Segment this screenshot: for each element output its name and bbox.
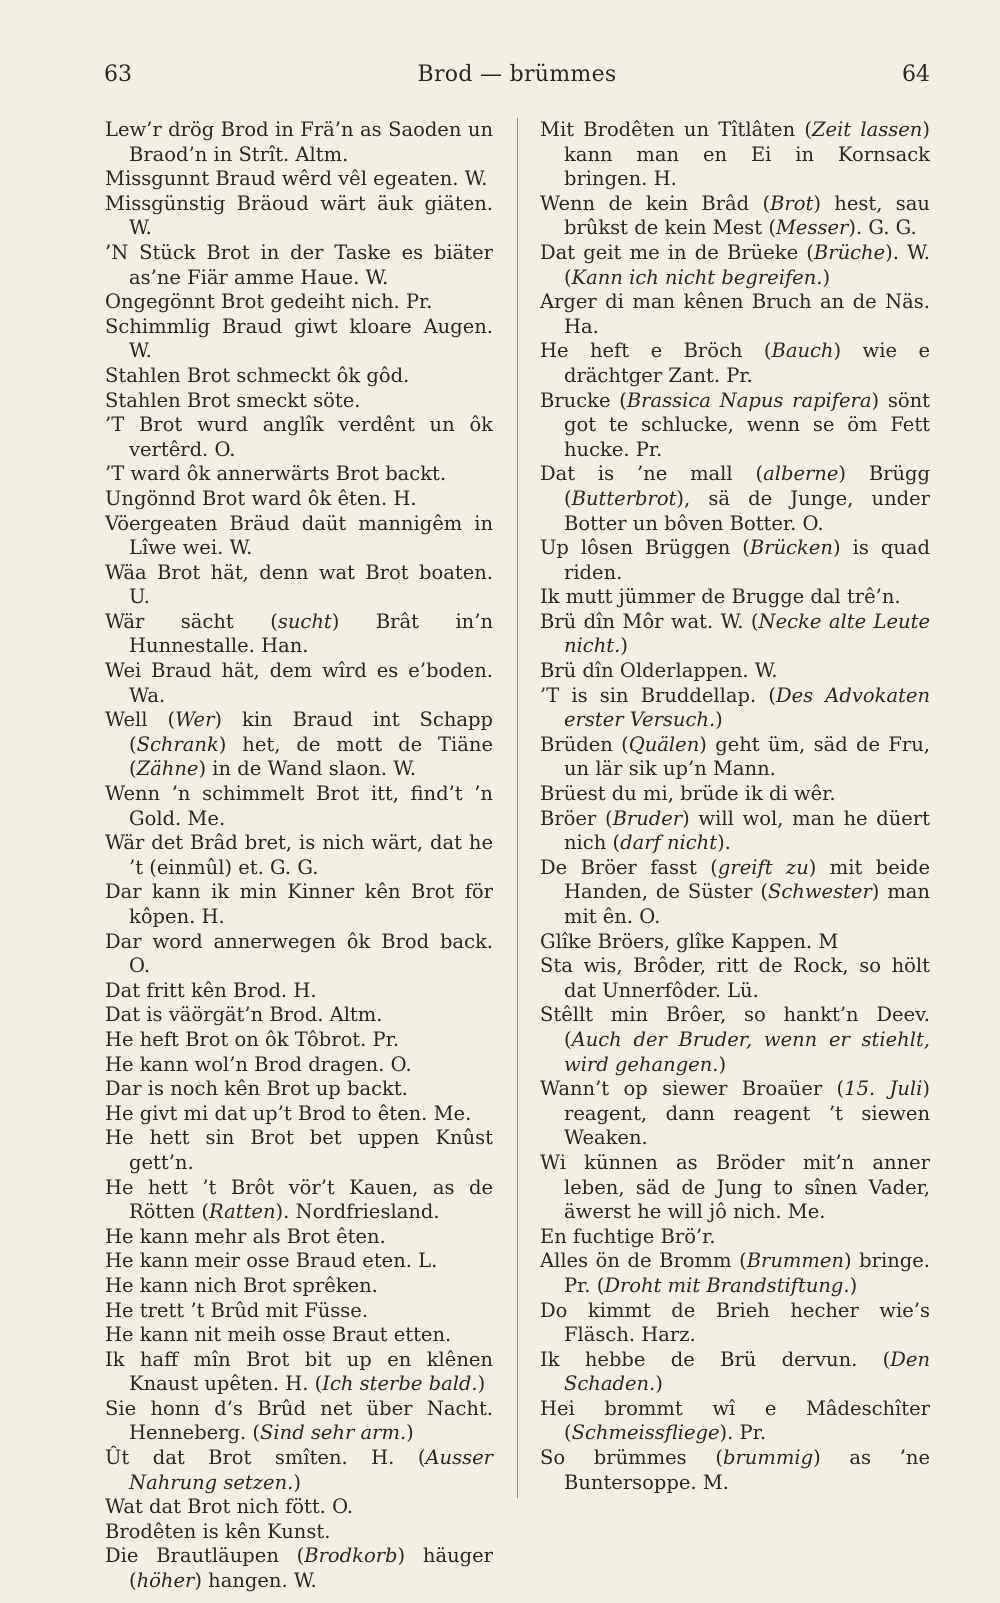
- proverb-entry: Brüden (Quälen) geht üm, säd de Fru, un lär sik up’n Mann.: [540, 732, 930, 781]
- proverb-entry: Well (Wer) kin Braud int Schapp (Schrank) het, de mott de Tiäne (Zähne) in de Wand slaon. W.: [105, 708, 493, 781]
- proverb-entry: He kann mehr als Brot êten.: [105, 1224, 386, 1248]
- proverb-entry: He kann meir osse Braud eten. L.: [105, 1249, 438, 1273]
- page-number-right: 64: [902, 62, 930, 87]
- page-number-left: 63: [104, 62, 132, 87]
- proverb-entry: Up lôsen Brüggen (Brücken) is quad riden.: [540, 536, 930, 584]
- proverb-entry: Dar word annerwegen ôk Brod back. O.: [105, 929, 493, 978]
- proverb-entry: Wann’t op siewer Broaüer (15. Juli) reagent, dann reagent ’t siewen Weaken.: [540, 1077, 930, 1150]
- proverb-entry: ’N Stück Brot in der Taske es biäter as’ne Fiär amme Haue. W.: [105, 240, 493, 289]
- proverb-entry: Sta wis, Brôder, ritt de Rock, so hölt dat Unnerfôder. Lü.: [540, 954, 930, 1002]
- left-column: [105, 118, 493, 1594]
- proverb-entry: He givt mi dat up’t Brod to êten. Me.: [105, 1101, 472, 1125]
- proverb-entry: Hei brommt wî e Mâdeschîter (Schmeissfliege). Pr.: [540, 1396, 930, 1445]
- proverb-entry: Brüest du mi, brüde ik di wêr.: [540, 782, 836, 806]
- proverb-entry: Vöergeaten Bräud daüt mannigêm in Lîwe wei. W.: [105, 511, 493, 560]
- proverb-entry: So brümmes (brummig) as ’ne Buntersoppe. M.: [540, 1446, 931, 1494]
- proverb-entry: Missgunnt Braud wêrd vêl egeaten. W.: [105, 167, 488, 191]
- proverb-entry: Dat fritt kên Brod. H.: [105, 978, 317, 1002]
- proverb-entry: He heft Brot on ôk Tôbrot. Pr.: [105, 1027, 400, 1051]
- proverb-entry: He kann nit meih osse Braut etten.: [105, 1323, 452, 1347]
- proverb-entry: ’T ward ôk annerwärts Brot backt.: [105, 462, 447, 486]
- proverb-entry: Wenn ’n schimmelt Brot itt, find’t ’n Gold. Me.: [105, 782, 493, 830]
- proverb-entry: Dat is ’ne mall (alberne) Brügg (Butterbrot), sä de Junge, under Botter un bôven Botter. O.: [540, 462, 931, 535]
- proverb-entry: Stahlen Brot schmeckt ôk gôd.: [105, 363, 410, 387]
- proverb-entry: Ik mutt jümmer de Brugge dal trê’n.: [540, 585, 901, 609]
- proverb-entry: Alles ön de Bromm (Brummen) bringe. Pr. (Droht mit Brandstiftung.): [540, 1249, 930, 1297]
- proverb-entry: Wäa Brot hät, denn wat Brot boaten. U.: [105, 560, 493, 609]
- proverb-entry: ’T is sin Bruddellap. (Des Advokaten erster Versuch.): [540, 683, 930, 732]
- proverb-entry: Dar is noch kên Brot up backt.: [105, 1077, 408, 1101]
- proverb-entry: Stahlen Brot smeckt söte.: [105, 388, 361, 412]
- proverb-entry: Glîke Bröers, glîke Kappen. M: [540, 929, 839, 953]
- proverb-entry: Missgünstig Bräoud wärt äuk giäten. W.: [105, 191, 493, 240]
- proverb-entry: He heft e Bröch (Bauch) wie e drächtger Zant. Pr.: [540, 339, 931, 387]
- proverb-entry: Brü dîn Olderlappen. W.: [540, 659, 778, 683]
- proverb-entry: En fuchtige Brö’r.: [540, 1224, 716, 1248]
- proverb-entry: Stêllt min Brôer, so hankt’n Deev. (Auch der Bruder, wenn er stiehlt, wird gehangen.): [540, 1003, 930, 1076]
- proverb-entry: Dar kann ik min Kinner kên Brot för kôpen. H.: [105, 880, 493, 928]
- proverb-entry: Sie honn d’s Brûd net über Nacht. Henneberg. (Sind sehr arm.): [105, 1396, 493, 1445]
- proverb-entry: Wenn de kein Brâd (Brot) hest, sau brûkst de kein Mest (Messer). G. G.: [540, 191, 930, 240]
- proverb-entry: He kann nich Brot sprêken.: [105, 1273, 378, 1297]
- proverb-entry: Ik haff mîn Brot bit up en klênen Knaust upêten. H. (Ich sterbe bald.): [105, 1347, 493, 1396]
- column-divider: [517, 118, 518, 1498]
- proverb-entry: Mit Brodêten un Tîtlâten (Zeit lassen) kann man en Ei in Kornsack bringen. H.: [540, 118, 930, 191]
- proverb-entry: ’T Brot wurd anglîk verdênt un ôk vertêrd. O.: [105, 413, 493, 461]
- proverb-entry: Brü dîn Môr wat. W. (Necke alte Leute nicht.): [540, 609, 930, 658]
- proverb-entry: Schimmlig Braud giwt kloare Augen. W.: [105, 314, 493, 363]
- proverb-entry: Ik hebbe de Brü dervun. (Den Schaden.): [540, 1347, 930, 1396]
- right-column: [540, 118, 930, 1495]
- proverb-entry: Dat geit me in de Brüeke (Brüche). W. (Kann ich nicht begreifen.): [540, 240, 930, 289]
- proverb-entry: Wat dat Brot nich fött. O.: [105, 1495, 354, 1519]
- proverb-entry: Brucke (Brassica Napus rapifera) sönt got te schlucke, wenn se öm Fett hucke. Pr.: [540, 388, 931, 461]
- proverb-entry: He kann wol’n Brod dragen. O.: [105, 1052, 412, 1076]
- proverb-entry: Wi künnen as Bröder mit’n anner leben, säd de Jung to sînen Vader, äwerst he will jô nich. Me.: [540, 1150, 930, 1224]
- proverb-entry: He trett ’t Brûd mit Füsse.: [105, 1298, 369, 1322]
- proverb-entry: He hett ’t Brôt vör’t Kauen, as de Rötten (Ratten). Nordfriesland.: [105, 1175, 493, 1224]
- proverb-entry: Lew’r drög Brod in Frä’n as Saoden un Braod’n in Strît. Altm.: [105, 118, 493, 166]
- running-title: Brod — brümmes: [417, 62, 617, 87]
- proverb-entry: He hett sin Brot bet uppen Knûst gett’n.: [105, 1126, 493, 1174]
- proverb-entry: Do kimmt de Brieh hecher wie’s Fläsch. Harz.: [540, 1298, 930, 1347]
- proverb-entry: Brodêten is kên Kunst.: [105, 1519, 331, 1543]
- proverb-entry: Ongegönnt Brot gedeiht nich. Pr.: [105, 290, 433, 314]
- proverb-entry: Die Brautläupen (Brodkorb) häuger (höher) hangen. W.: [105, 1544, 493, 1593]
- proverb-entry: Arger di man kênen Bruch an de Näs. Ha.: [540, 290, 930, 338]
- proverb-entry: Ungönnd Brot ward ôk êten. H.: [105, 486, 417, 510]
- proverb-entry: Bröer (Bruder) will wol, man he düert nich (darf nicht).: [540, 806, 930, 855]
- proverb-entry: Wär det Brâd bret, is nich wärt, dat he ’t (einmûl) et. G. G.: [105, 831, 493, 879]
- proverb-entry: Wei Braud hät, dem wîrd es e’boden. Wa.: [105, 659, 493, 707]
- proverb-entry: Dat is väörgät’n Brod. Altm.: [105, 1003, 383, 1027]
- proverb-entry: Ût dat Brot smîten. H. (Ausser Nahrung setzen.): [105, 1446, 493, 1494]
- running-header: [104, 62, 930, 96]
- proverb-entry: De Bröer fasst (greift zu) mit beide Handen, de Süster (Schwester) man mit ên. O.: [540, 855, 930, 928]
- proverb-entry: Wär sächt (sucht) Brât in’n Hunnestalle. Han.: [105, 609, 493, 658]
